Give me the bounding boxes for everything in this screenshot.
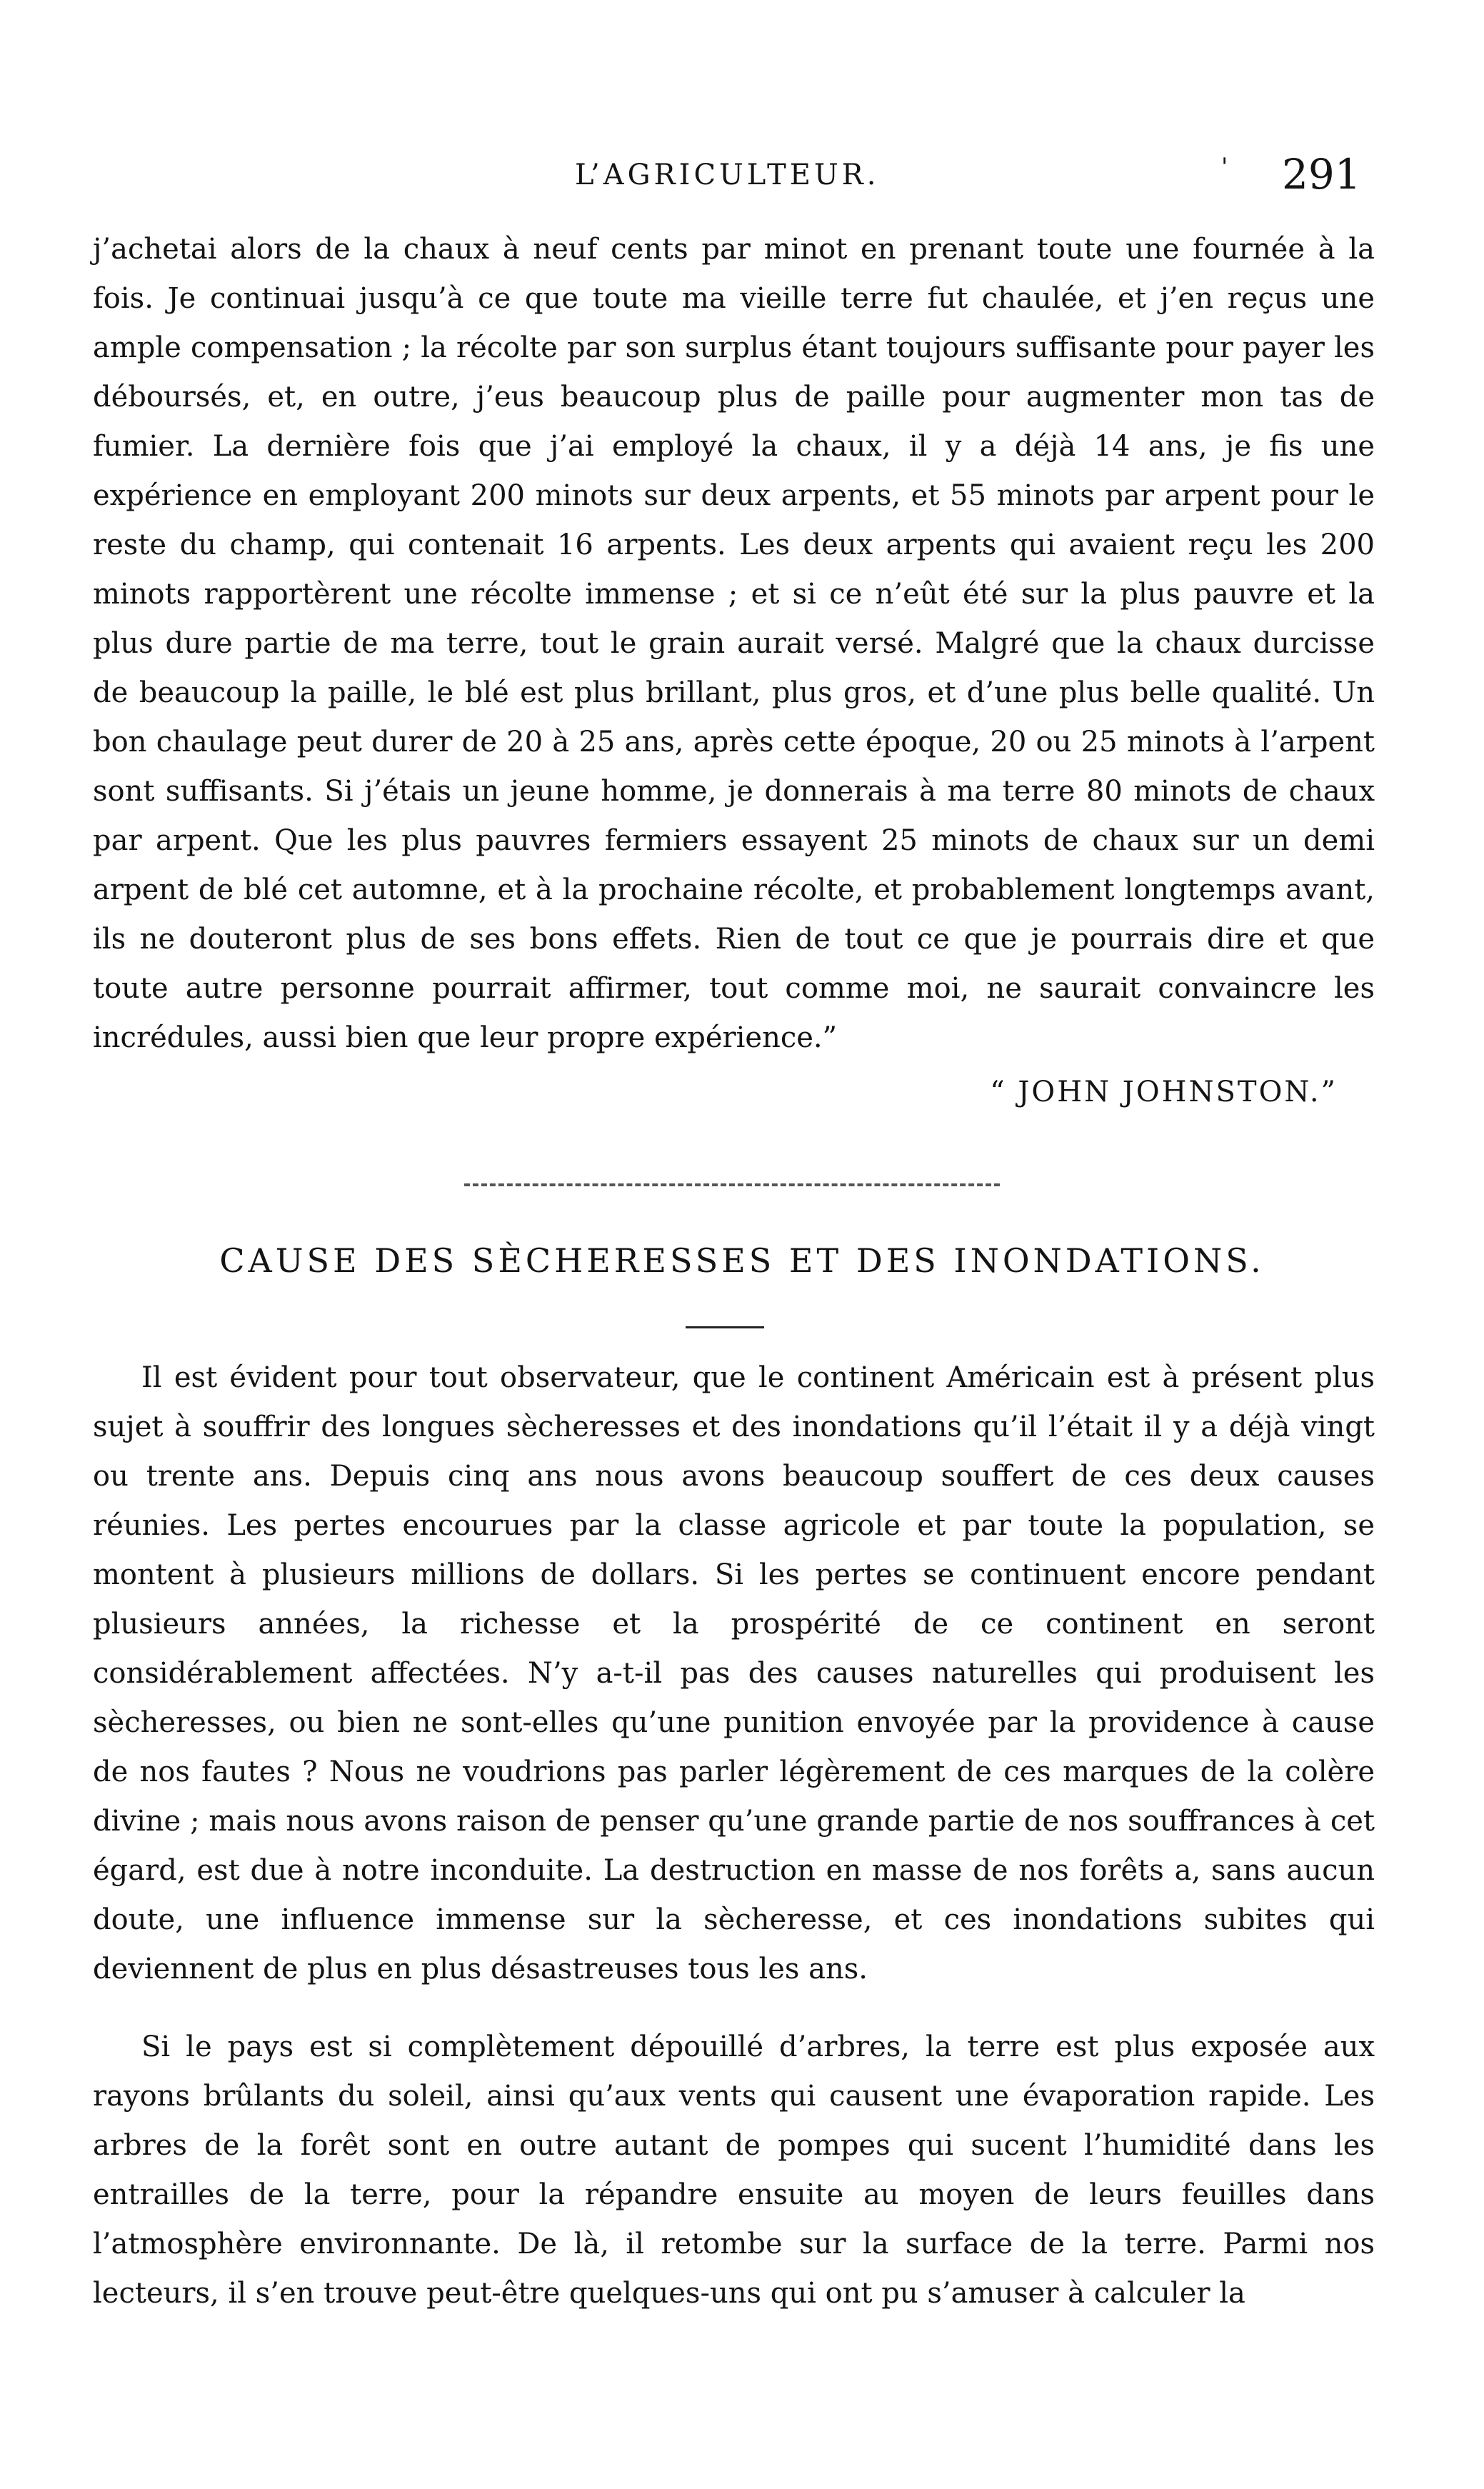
paragraph-continued-letter: j’achetai alors de la chaux à neuf cents par minot en prenant toute une fournée à la fois. Je continuai jusqu’à ce que toute ma vieille terre fut chaulée, et j’en reçus une ample compensation ; la récolte par son surplus étant toujours suffisante pour payer les déboursés, et, en outre, j’eus beaucoup plus de paille pour augmenter mon tas de fumier. La dernière fois que j’ai employé la chaux, il y a déjà 14 ans, je fis une expérience en employant 200 minots sur deux arpents, et 55 minots par arpent pour le reste du champ, qui contenait 16 arpents. Les deux arpents qui avaient reçu les 200 minots rapportèrent une récolte immense ; et si ce n’eût été sur la plus pauvre et la plus dure partie de ma terre, tout le grain aurait versé. Malgré que la chaux durcisse de beaucoup la paille, le blé est plus brillant, plus gros, et d’une plus belle qualité. Un bon chaulage peut durer de 20 à 25 ans, après cette époque, 20 ou 25 minots à l’arpent sont suffisants. Si j’étais un jeune homme, je donnerais à ma terre 80 minots de chaux par arpent. Que les plus pauvres fermiers essayent 25 minots de chaux sur un demi arpent de blé cet automne, et à la prochaine récolte, et probablement longtemps avant, ils ne douteront plus de ses bons effets. Rien de tout ce que je pourrais dire et que toute autre personne pourrait affirmer, tout comme moi, ne saurait convaincre les incrédules, aussi bien que leur propre expérience.” <box>93 233 1375 1054</box>
header-mark: ' <box>1221 153 1228 181</box>
running-title: L’AGRICULTEUR. <box>575 159 880 191</box>
signature: “ JOHN JOHNSTON.” <box>990 1076 1338 1108</box>
section-divider <box>464 1183 1000 1186</box>
page-header <box>0 150 1484 214</box>
title-rule <box>686 1326 764 1328</box>
page-number: 291 <box>1282 150 1361 199</box>
paragraph-trees: Si le pays est si complètement dépouillé d’arbres, la terre est plus exposée aux rayons brûlants du soleil, ainsi qu’aux vents qui causent une évaporation rapide. Les arbres de la forêt sont en outre autant de pompes qui sucent l’humidité dans les entrailles de la terre, pour la répandre ensuite au moyen de leurs feuilles dans l’atmosphère environnante. De là, il retombe sur la surface de la terre. Parmi nos lecteurs, il s’en trouve peut-être quelques-uns qui ont pu s’amuser à calculer la <box>93 2030 1375 2310</box>
section-title: CAUSE DES SÈCHERESSES ET DES INONDATIONS. <box>219 1241 1265 1280</box>
paragraph-droughts-floods: Il est évident pour tout observateur, que le continent Américain est à présent plus sujet à souffrir des longues sècheresses et des inondations qu’il l’était il y a déjà vingt ou trente ans. Depuis cinq ans nous avons beaucoup souffert de ces deux causes réunies. Les pertes encourues par la classe agricole et par toute la population, se montent à plusieurs millions de dollars. Si les pertes se continuent encore pendant plusieurs années, la richesse et la prospérité de ce continent en seront considérablement affectées. N’y a-t-il pas des causes naturelles qui produisent les sècheresses, ou bien ne sont-elles qu’une punition envoyée par la providence à cause de nos fautes ? Nous ne voudrions pas parler légèrement de ces marques de la colère divine ; mais nous avons raison de penser qu’une grande partie de nos souffrances à cet égard, est due à notre inconduite. La destruction en masse de nos forêts a, sans aucun doute, une influence immense sur la sècheresse, et ces inondations subites qui deviennent de plus en plus désastreuses tous les ans. <box>93 1361 1375 1985</box>
